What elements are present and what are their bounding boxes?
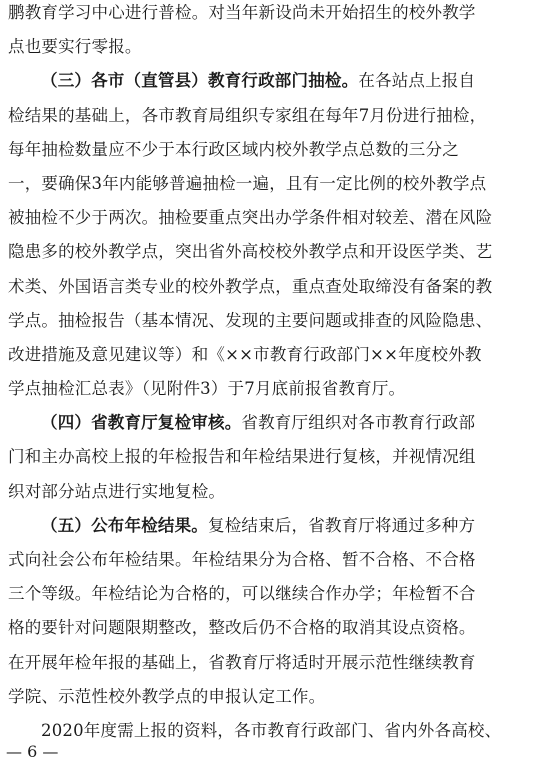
text-line: 三个等级。年检结论为合格的，可以继续合作办学；年检暂不合: [8, 584, 476, 604]
paragraph-1: [8, 0, 536, 64]
text-line: 在开展年检年报的基础上，省教育厅将适时开展示范性继续教育: [8, 652, 476, 672]
text-line: 检结果的基础上，各市教育局组织专家组在每年7月份进行抽检，: [8, 105, 487, 125]
text-line: [8, 406, 536, 440]
text-run: 在各站点上报自: [358, 71, 476, 91]
text-run: 复检结束后，省教育厅将通过多种方: [208, 515, 476, 535]
text-line: 格的要针对问题限期整改，整改后仍不合格的取消其设点资格。: [8, 618, 476, 638]
text-line: 隐患多的校外教学点，突出省外高校校外教学点和开设医学类、艺: [8, 242, 493, 262]
section-heading-3: （三）各市（直管县）教育行政部门抽检。: [41, 71, 359, 91]
text-line: 一，要确保3年内能够普遍抽检一遍，且有一定比例的校外教学点: [8, 173, 487, 193]
section-heading-4: （四）省教育厅复检审核。: [41, 413, 242, 433]
text-line: 鹏教育学习中心进行普检。对当年新设尚未开始招生的校外教学: [8, 3, 476, 22]
text-line: 术类、外国语言类专业的校外教学点，重点查处取缔没有备案的教: [8, 276, 493, 296]
section-heading-5: （五）公布年检结果。: [41, 515, 208, 535]
text-line: 被抽检不少于两次。抽检要重点突出办学条件相对较差、潜在风险: [8, 208, 493, 228]
text-line: 织对部分站点进行实地复检。: [8, 481, 226, 501]
page-number: — 6 —: [6, 742, 59, 761]
text-line: 门和主办高校上报的年检报告和年检结果进行复核，并视情况组: [8, 447, 476, 467]
text-line: 每年抽检数量应不少于本行政区域内校外教学点总数的三分之: [8, 139, 459, 159]
paragraph-3: [8, 406, 536, 509]
paragraph-2: [8, 64, 536, 406]
document-body: [8, 0, 536, 748]
text-run: 省教育厅组织对各市教育行政部: [241, 413, 476, 433]
text-line: 学点。抽检报告（基本情况、发现的主要问题或排查的风险隐患、: [8, 310, 493, 330]
text-line: 点也要实行零报。: [8, 37, 142, 57]
text-line: 学点抽检汇总表》（见附件3）于7月底前报省教育厅。: [8, 379, 406, 399]
text-line: [8, 509, 536, 543]
text-line: [8, 64, 536, 98]
text-line: 2020年度需上报的资料，各市教育行政部门、省内外各高校、: [41, 720, 502, 740]
text-line: 改进措施及意见建议等）和《××市教育行政部门××年度校外教: [8, 344, 482, 364]
paragraph-5: [8, 714, 536, 748]
text-line: 学院、示范性校外教学点的申报认定工作。: [8, 686, 326, 706]
text-line: 式向社会公布年检结果。年检结果分为合格、暂不合格、不合格: [8, 550, 476, 569]
paragraph-4: [8, 509, 536, 714]
